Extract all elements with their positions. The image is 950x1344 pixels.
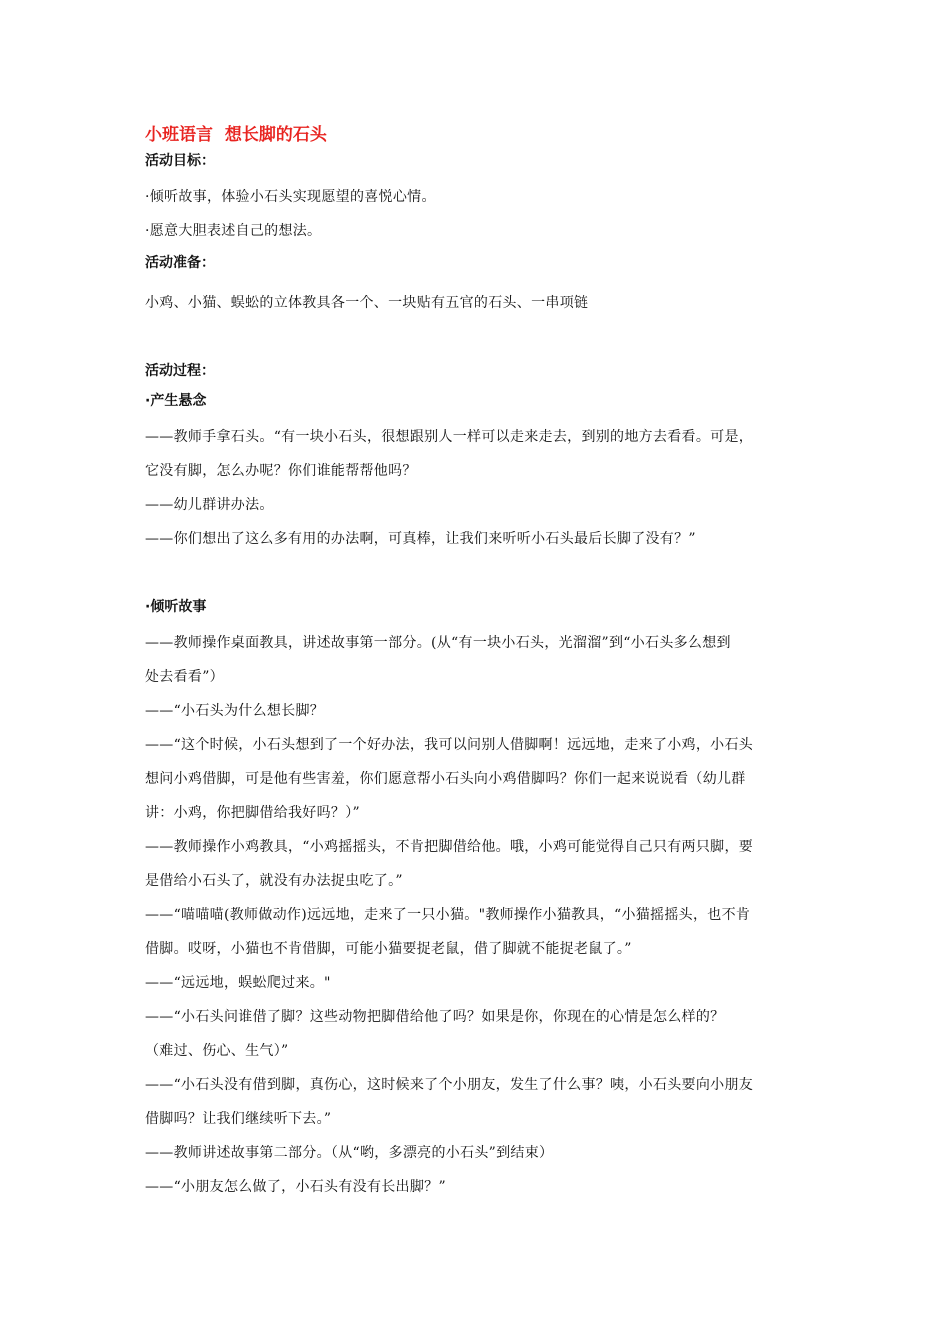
prep-heading: 活动准备： [145, 255, 215, 271]
section2-line: 想问小鸡借脚，可是他有些害羞，你们愿意帮小石头向小鸡借脚吗？你们一起来说说看（幼儿群 [145, 771, 746, 787]
section2-line: 是借给小石头了，就没有办法捉虫吃了。” [145, 873, 403, 889]
goal-item: ·倾听故事，体验小石头实现愿望的喜悦心情。 [145, 189, 436, 205]
section2-line: 处去看看”） [145, 669, 224, 685]
section2-line: ——“小石头为什么想长脚？ [145, 703, 325, 719]
section2-line: ——“这个时候，小石头想到了一个好办法，我可以问别人借脚啊！远远地，走来了小鸡，小石头 [145, 737, 754, 753]
section-heading-suspense: ·产生悬念 [145, 393, 207, 409]
section2-line: （难过、伤心、生气）” [145, 1043, 289, 1059]
section2-line: ——“小朋友怎么做了，小石头有没有长出脚？” [145, 1179, 446, 1195]
section1-line: ——教师手拿石头。“有一块小石头，很想跟别人一样可以走来走去，到别的地方去看看。可是， [145, 429, 754, 445]
section-heading-story: ·倾听故事 [145, 599, 207, 615]
goal-item: ·愿意大胆表述自己的想法。 [145, 223, 322, 239]
section1-line: ——幼儿群讲办法。 [145, 497, 274, 513]
section2-line: ——教师操作桌面教具，讲述故事第一部分。(从“有一块小石头，光溜溜”到“小石头多么想到 [145, 635, 731, 651]
section1-line: 它没有脚，怎么办呢？你们谁能帮帮他吗？ [145, 463, 417, 479]
section2-line: ——教师讲述故事第二部分。（从“哟，多漂亮的小石头”到结束） [145, 1145, 554, 1161]
section2-line: 借脚吗？让我们继续听下去。” [145, 1111, 332, 1127]
goals-heading: 活动目标： [145, 153, 215, 169]
document-title: 小班语言 想长脚的石头 [145, 125, 327, 145]
section2-line: 借脚。哎呀，小猫也不肯借脚，可能小猫要捉老鼠，借了脚就不能捉老鼠了。” [145, 941, 632, 957]
section2-line: ——“喵喵喵(教师做动作)远远地，走来了一只小猫。"教师操作小猫教具，“小猫摇摇头，也不肯 [145, 907, 751, 923]
section2-line: 讲：小鸡，你把脚借给我好吗？）” [145, 805, 360, 821]
process-heading: 活动过程： [145, 363, 215, 379]
section2-line: ——“小石头问谁借了脚？这些动物把脚借给他了吗？如果是你，你现在的心情是怎么样的？ [145, 1009, 725, 1025]
section2-line: ——“小石头没有借到脚，真伤心，这时候来了个小朋友，发生了什么事？咦，小石头要向小朋友 [145, 1077, 754, 1093]
section1-line: ——你们想出了这么多有用的办法啊，可真棒，让我们来听听小石头最后长脚了没有？” [145, 531, 696, 547]
prep-text: 小鸡、小猫、蜈蚣的立体教具各一个、一块贴有五官的石头、一串项链 [145, 295, 589, 311]
document-content [145, 122, 810, 1204]
section2-line: ——“远远地，蜈蚣爬过来。" [145, 975, 331, 991]
section2-line: ——教师操作小鸡教具，“小鸡摇摇头，不肯把脚借给他。哦，小鸡可能觉得自己只有两只脚，要 [145, 839, 754, 855]
